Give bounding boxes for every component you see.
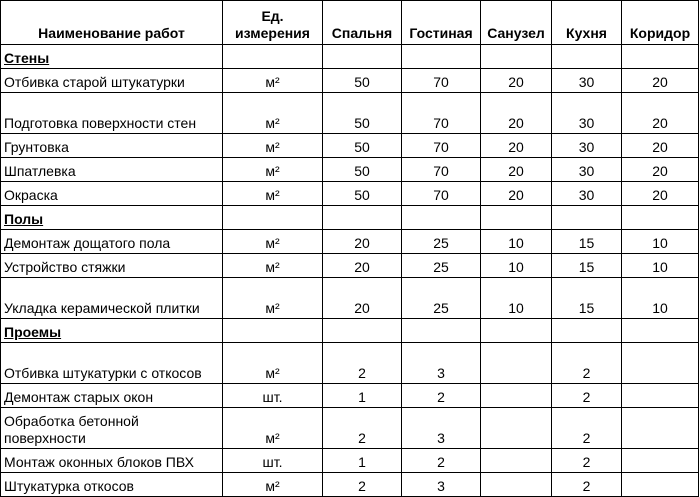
unit-cell: м² — [223, 278, 323, 319]
empty-cell — [481, 319, 552, 343]
value-cell-bedroom: 50 — [323, 69, 402, 93]
table-row — [1, 408, 699, 449]
value-cell-bedroom: 20 — [323, 254, 402, 278]
value-cell-bedroom: 20 — [323, 278, 402, 319]
value-cell-kitchen: 30 — [552, 158, 622, 182]
value-cell-bathroom: 10 — [481, 278, 552, 319]
value-cell-corridor: 20 — [622, 182, 699, 206]
table-row — [1, 158, 699, 182]
section-title: Проемы — [1, 319, 223, 343]
value-cell-bedroom: 50 — [323, 93, 402, 134]
value-cell-bathroom — [481, 408, 552, 449]
table-row — [1, 449, 699, 473]
value-cell-corridor: 10 — [622, 254, 699, 278]
work-name-cell: Укладка керамической плитки — [1, 278, 223, 319]
value-cell-kitchen: 30 — [552, 134, 622, 158]
value-cell-living-room: 3 — [402, 343, 481, 384]
value-cell-bedroom: 50 — [323, 134, 402, 158]
value-cell-kitchen: 2 — [552, 384, 622, 408]
work-name-cell: Устройство стяжки — [1, 254, 223, 278]
value-cell-bathroom: 10 — [481, 230, 552, 254]
work-name-cell: Окраска — [1, 182, 223, 206]
empty-cell — [323, 319, 402, 343]
work-name-cell: Грунтовка — [1, 134, 223, 158]
value-cell-living-room: 25 — [402, 254, 481, 278]
value-cell-kitchen: 2 — [552, 473, 622, 497]
empty-cell — [622, 206, 699, 230]
value-cell-living-room: 2 — [402, 384, 481, 408]
table-row — [1, 134, 699, 158]
value-cell-bedroom: 20 — [323, 230, 402, 254]
value-cell-living-room: 70 — [402, 93, 481, 134]
empty-cell — [402, 206, 481, 230]
table-row — [1, 93, 699, 134]
header-bathroom: Санузел — [481, 1, 552, 45]
value-cell-bathroom — [481, 473, 552, 497]
value-cell-living-room: 2 — [402, 449, 481, 473]
value-cell-bedroom: 2 — [323, 473, 402, 497]
value-cell-bathroom: 20 — [481, 93, 552, 134]
empty-cell — [552, 45, 622, 69]
header-kitchen: Кухня — [552, 1, 622, 45]
value-cell-bedroom: 50 — [323, 182, 402, 206]
empty-cell — [323, 45, 402, 69]
work-name-cell: Демонтаж старых окон — [1, 384, 223, 408]
value-cell-living-room: 3 — [402, 473, 481, 497]
value-cell-bathroom: 20 — [481, 158, 552, 182]
value-cell-living-room: 70 — [402, 158, 481, 182]
table-row — [1, 69, 699, 93]
value-cell-corridor: 10 — [622, 230, 699, 254]
value-cell-corridor: 20 — [622, 158, 699, 182]
value-cell-kitchen: 30 — [552, 182, 622, 206]
section-title: Стены — [1, 45, 223, 69]
value-cell-kitchen: 2 — [552, 449, 622, 473]
value-cell-bathroom: 20 — [481, 134, 552, 158]
header-living-room: Гостиная — [402, 1, 481, 45]
table-row — [1, 278, 699, 319]
value-cell-bedroom: 1 — [323, 384, 402, 408]
value-cell-living-room: 70 — [402, 69, 481, 93]
header-unit: Ед. измерения — [223, 1, 323, 45]
table-row — [1, 230, 699, 254]
value-cell-kitchen: 15 — [552, 230, 622, 254]
empty-cell — [402, 45, 481, 69]
work-name-cell: Шпатлевка — [1, 158, 223, 182]
header-work-name: Наименование работ — [1, 1, 223, 45]
value-cell-bedroom: 2 — [323, 408, 402, 449]
work-name-cell: Монтаж оконных блоков ПВХ — [1, 449, 223, 473]
unit-cell: м² — [223, 93, 323, 134]
value-cell-bedroom: 2 — [323, 343, 402, 384]
value-cell-bathroom: 20 — [481, 69, 552, 93]
unit-cell: м² — [223, 182, 323, 206]
unit-cell: м² — [223, 134, 323, 158]
work-name-cell: Демонтаж дощатого пола — [1, 230, 223, 254]
value-cell-bedroom: 50 — [323, 158, 402, 182]
value-cell-kitchen: 30 — [552, 93, 622, 134]
section-row — [1, 206, 699, 230]
section-title: Полы — [1, 206, 223, 230]
value-cell-living-room: 70 — [402, 134, 481, 158]
value-cell-corridor — [622, 384, 699, 408]
header-bedroom: Спальня — [323, 1, 402, 45]
unit-cell: м² — [223, 230, 323, 254]
unit-cell: м² — [223, 158, 323, 182]
value-cell-living-room: 70 — [402, 182, 481, 206]
empty-cell — [552, 319, 622, 343]
unit-cell: м² — [223, 408, 323, 449]
value-cell-kitchen: 2 — [552, 408, 622, 449]
value-cell-bathroom — [481, 449, 552, 473]
value-cell-corridor — [622, 408, 699, 449]
value-cell-kitchen: 15 — [552, 278, 622, 319]
empty-cell — [402, 319, 481, 343]
work-name-cell: Обработка бетонной поверхности — [1, 408, 223, 449]
value-cell-corridor: 10 — [622, 278, 699, 319]
unit-cell: м² — [223, 69, 323, 93]
empty-cell — [223, 45, 323, 69]
work-name-cell: Штукатурка откосов — [1, 473, 223, 497]
header-row — [1, 1, 699, 45]
value-cell-bathroom — [481, 343, 552, 384]
value-cell-bathroom — [481, 384, 552, 408]
value-cell-kitchen: 15 — [552, 254, 622, 278]
empty-cell — [481, 45, 552, 69]
value-cell-kitchen: 2 — [552, 343, 622, 384]
value-cell-living-room: 25 — [402, 278, 481, 319]
value-cell-bathroom: 10 — [481, 254, 552, 278]
work-name-cell: Отбивка старой штукатурки — [1, 69, 223, 93]
unit-cell: шт. — [223, 384, 323, 408]
empty-cell — [622, 45, 699, 69]
value-cell-corridor: 20 — [622, 69, 699, 93]
table-row — [1, 254, 699, 278]
empty-cell — [323, 206, 402, 230]
table-row — [1, 473, 699, 497]
empty-cell — [552, 206, 622, 230]
value-cell-bathroom: 20 — [481, 182, 552, 206]
header-corridor: Коридор — [622, 1, 699, 45]
unit-cell: шт. — [223, 449, 323, 473]
empty-cell — [223, 206, 323, 230]
work-name-cell: Отбивка штукатурки с откосов — [1, 343, 223, 384]
value-cell-living-room: 25 — [402, 230, 481, 254]
work-name-cell: Подготовка поверхности стен — [1, 93, 223, 134]
empty-cell — [622, 319, 699, 343]
table-row — [1, 384, 699, 408]
value-cell-living-room: 3 — [402, 408, 481, 449]
unit-cell: м² — [223, 473, 323, 497]
value-cell-corridor — [622, 473, 699, 497]
empty-cell — [481, 206, 552, 230]
table-row — [1, 343, 699, 384]
value-cell-corridor — [622, 449, 699, 473]
value-cell-kitchen: 30 — [552, 69, 622, 93]
empty-cell — [223, 319, 323, 343]
table-row — [1, 182, 699, 206]
value-cell-corridor: 20 — [622, 134, 699, 158]
table-body — [1, 45, 699, 497]
unit-cell: м² — [223, 343, 323, 384]
value-cell-corridor — [622, 343, 699, 384]
unit-cell: м² — [223, 254, 323, 278]
section-row — [1, 45, 699, 69]
value-cell-bedroom: 1 — [323, 449, 402, 473]
section-row — [1, 319, 699, 343]
value-cell-corridor: 20 — [622, 93, 699, 134]
